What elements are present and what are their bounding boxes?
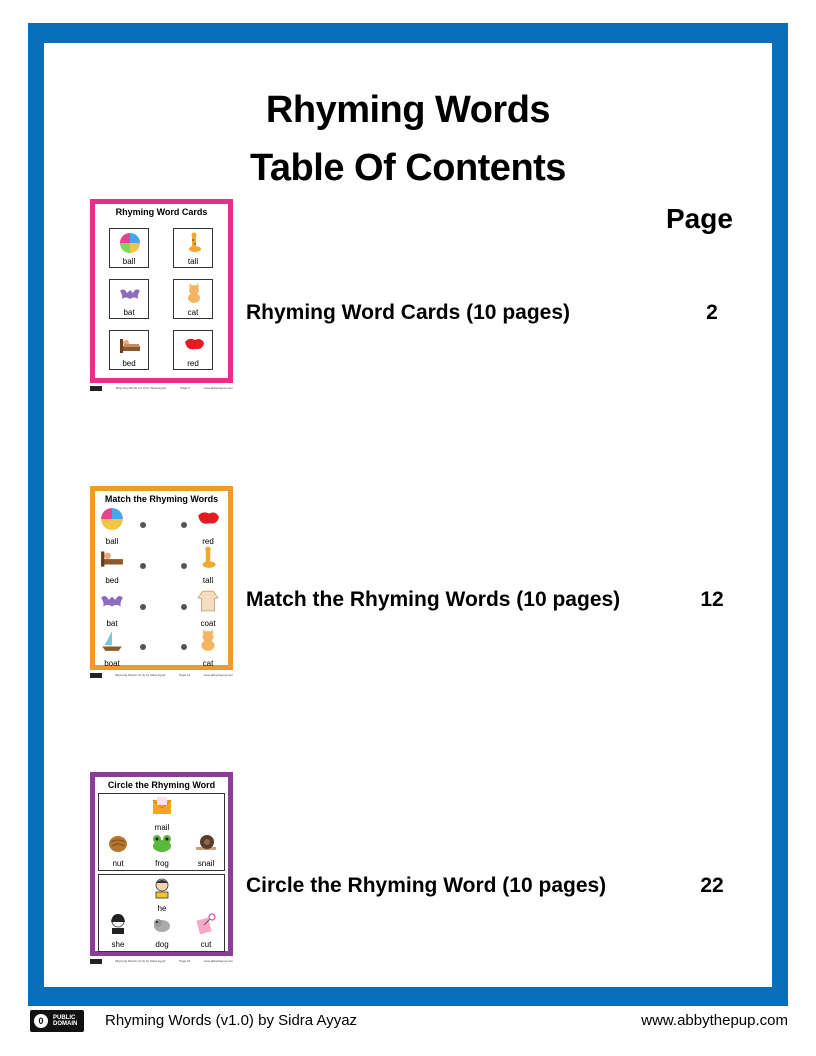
word-label: tall (202, 576, 214, 585)
match-dot[interactable] (181, 644, 187, 650)
word-card (173, 279, 213, 319)
nut-icon (106, 832, 130, 854)
ball-icon (119, 232, 141, 254)
giraffe-icon (195, 546, 221, 570)
thumbnail-footer: Rhyming Words (v1.0) by Sidra Ayyaz Page 12 www.abbythepup.com (90, 671, 233, 679)
public-domain-icon: 0 (34, 1014, 48, 1028)
match-item (193, 589, 223, 628)
match-dot[interactable] (140, 644, 146, 650)
toc-entry-label[interactable]: Match the Rhyming Words (10 pages) (246, 588, 621, 611)
bed-icon (99, 546, 125, 570)
match-item (97, 546, 127, 585)
word-label: cut (200, 940, 212, 949)
thumbnail-title: Rhyming Word Cards (115, 207, 208, 217)
match-dot[interactable] (181, 522, 187, 528)
word-label: cat (187, 308, 199, 317)
boat-icon (99, 629, 125, 653)
thumbnail-footer: Rhyming Words (v1.0) by Sidra Ayyaz Page 2 www.abbythepup.com (90, 384, 233, 392)
page-footer (30, 1010, 790, 1034)
page-frame (28, 23, 788, 1006)
target-item (147, 877, 177, 913)
cat-icon (183, 283, 205, 305)
match-item (193, 507, 223, 546)
toc-entry-label[interactable]: Circle the Rhyming Word (10 pages) (246, 874, 607, 897)
toc-entry-page: 22 (700, 874, 724, 897)
word-label: ball (122, 257, 136, 266)
word-label: coat (200, 619, 216, 628)
page-content (44, 43, 772, 987)
word-label: dog (155, 940, 169, 949)
word-label: bed (122, 359, 136, 368)
match-dot[interactable] (181, 563, 187, 569)
word-label: bat (123, 308, 135, 317)
circle-group-1 (98, 793, 225, 871)
page-subtitle: Table Of Contents (250, 147, 566, 189)
option-item[interactable] (191, 832, 221, 868)
match-item (193, 546, 223, 585)
bed-icon (119, 334, 141, 356)
red-paint-icon (195, 507, 221, 531)
match-dot[interactable] (181, 604, 187, 610)
match-dot[interactable] (140, 563, 146, 569)
girl-icon (106, 913, 130, 935)
red-paint-icon (183, 334, 205, 356)
public-domain-icon (90, 386, 102, 391)
circle-group-2 (98, 874, 225, 952)
word-card (173, 228, 213, 268)
word-card (109, 330, 149, 370)
dog-icon (150, 913, 174, 935)
match-dot[interactable] (140, 522, 146, 528)
thumbnail-footer: Rhyming Words (v1.0) by Sidra Ayyaz Page 22 www.abbythepup.com (90, 957, 233, 965)
word-label: he (157, 904, 167, 913)
word-label: red (187, 359, 199, 368)
option-item[interactable] (147, 832, 177, 868)
target-item (147, 796, 177, 832)
public-domain-icon (90, 959, 102, 964)
bat-icon (99, 589, 125, 613)
option-item[interactable] (103, 832, 133, 868)
giraffe-icon (183, 232, 205, 254)
frog-icon (150, 832, 174, 854)
word-label: bed (105, 576, 119, 585)
word-label: frog (155, 859, 169, 868)
option-item[interactable] (147, 913, 177, 949)
word-card (109, 228, 149, 268)
word-label: cat (202, 659, 214, 668)
toc-entry-label[interactable]: Rhyming Word Cards (10 pages) (246, 301, 571, 324)
word-label: red (202, 537, 214, 546)
match-dot[interactable] (140, 604, 146, 610)
thumbnail-title: Circle the Rhyming Word (107, 780, 216, 790)
word-label: nut (112, 859, 124, 868)
page-title: Rhyming Words (265, 89, 551, 131)
word-card (173, 330, 213, 370)
public-domain-icon (90, 673, 102, 678)
toc-entry-page: 12 (700, 588, 724, 611)
coat-icon (195, 589, 221, 613)
word-label: she (111, 940, 125, 949)
scissors-paper-icon (194, 913, 218, 935)
word-label: snail (197, 859, 215, 868)
mail-icon (150, 796, 174, 818)
thumbnail-title: Match the Rhyming Words (104, 494, 219, 504)
page-column-header: Page (666, 203, 733, 234)
match-item (97, 507, 127, 546)
ball-icon (99, 507, 125, 531)
toc-entry-page: 2 (706, 301, 718, 324)
thumbnail-circle-rhyming-word[interactable] (90, 772, 233, 956)
word-label: boat (104, 659, 120, 668)
website-link[interactable]: www.abbythepup.com (641, 1012, 788, 1029)
match-item (193, 629, 223, 668)
bat-icon (119, 283, 141, 305)
word-label: mail (154, 823, 170, 832)
boy-icon (150, 877, 174, 899)
snail-icon (194, 832, 218, 854)
match-item (97, 629, 127, 668)
public-domain-badge[interactable]: 0 PUBLIC DOMAIN (30, 1010, 84, 1032)
option-item[interactable] (103, 913, 133, 949)
match-item (97, 589, 127, 628)
word-label: ball (105, 537, 119, 546)
attribution-text: Rhyming Words (v1.0) by Sidra Ayyaz (105, 1012, 358, 1029)
word-label: tall (187, 257, 199, 266)
thumbnail-match-rhyming-words[interactable] (90, 486, 233, 670)
word-label: bat (106, 619, 118, 628)
word-card (109, 279, 149, 319)
cat-icon (195, 629, 221, 653)
option-item[interactable] (191, 913, 221, 949)
thumbnail-rhyming-word-cards[interactable] (90, 199, 233, 383)
